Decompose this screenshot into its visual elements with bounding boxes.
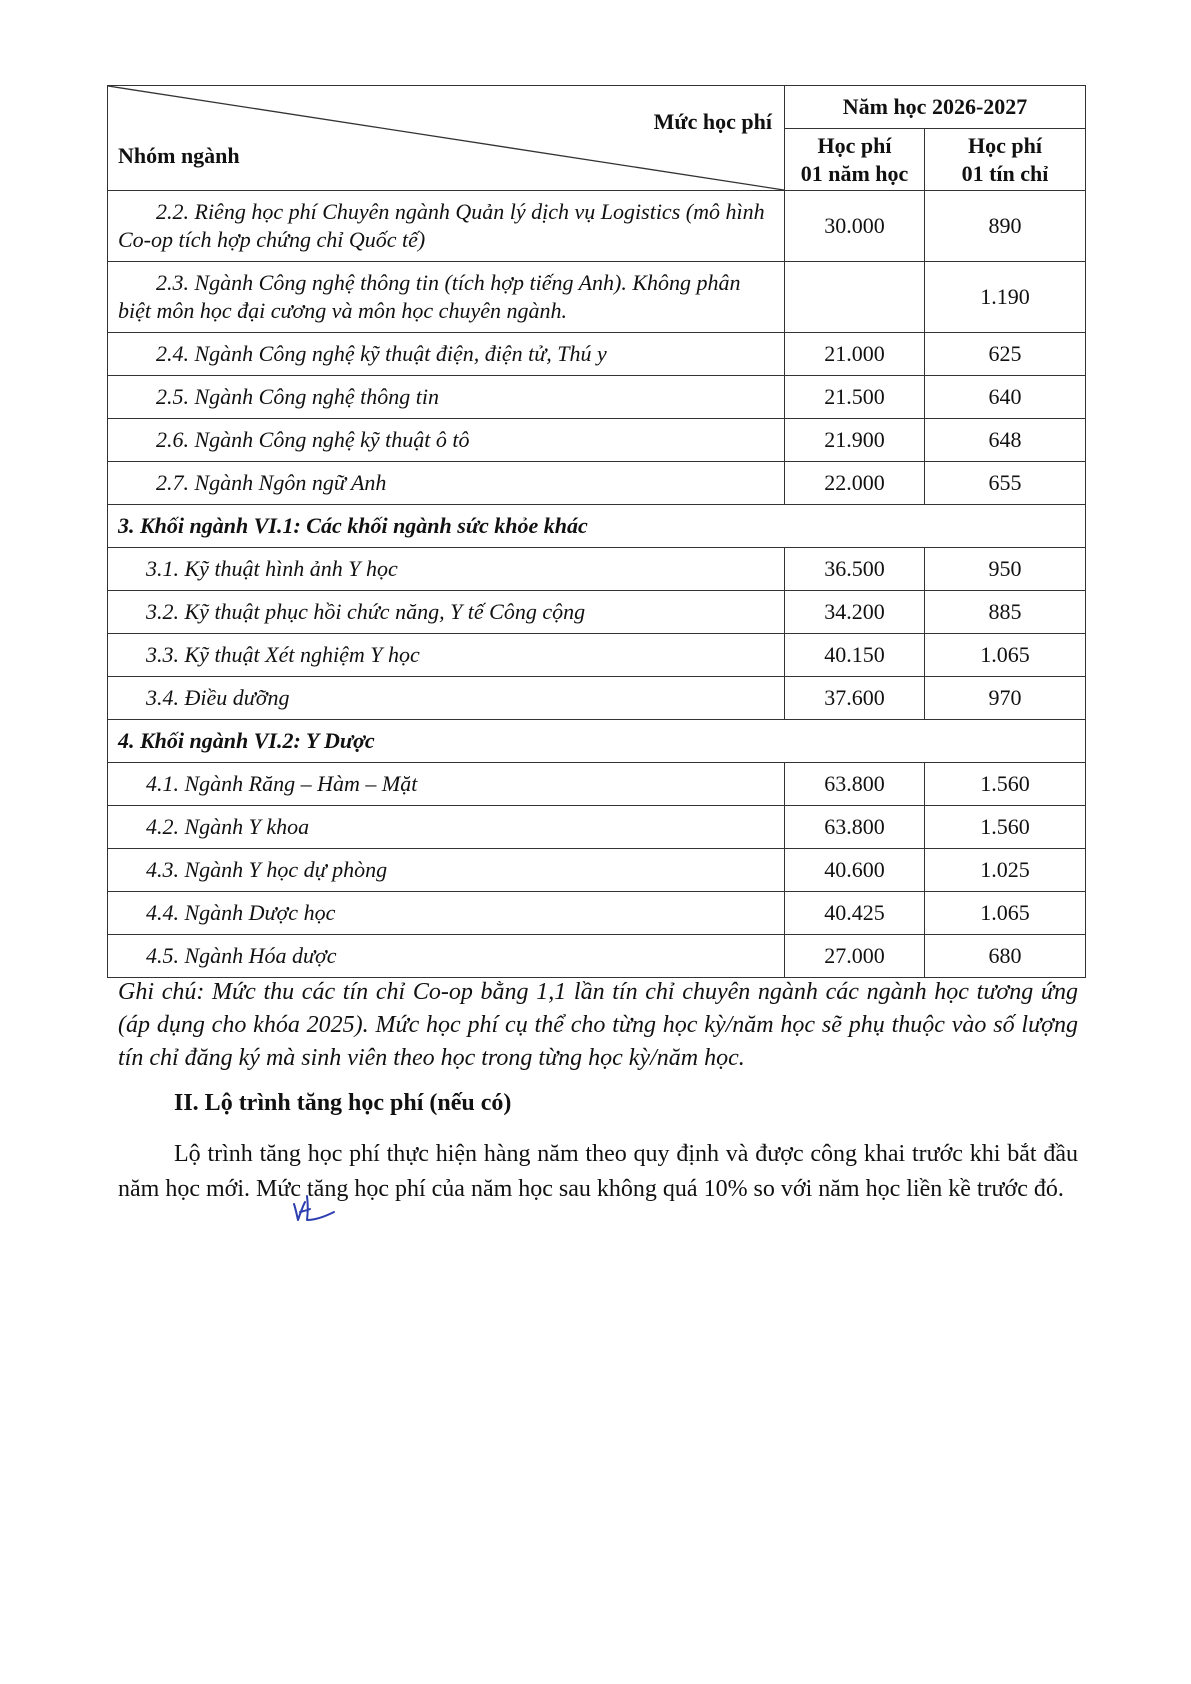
major-name: 4.3. Ngành Y học dự phòng (108, 849, 785, 892)
major-group-label: Nhóm ngành (118, 143, 240, 168)
year-fee: 34.200 (785, 591, 925, 634)
year-fee: 21.500 (785, 376, 925, 419)
credit-fee: 655 (925, 462, 1086, 505)
table-header-row (108, 86, 1086, 129)
year-fee (785, 262, 925, 333)
year-fee: 21.000 (785, 333, 925, 376)
year-fee-header-line1: Học phí (817, 132, 892, 158)
table-row (108, 376, 1086, 419)
table-row (108, 849, 1086, 892)
credit-fee: 890 (925, 191, 1086, 262)
major-name: 2.3. Ngành Công nghệ thông tin (tích hợp tiếng Anh). Không phân biệt môn học đại cương và môn học chuyên ngành. (108, 262, 785, 333)
major-name: 2.7. Ngành Ngôn ngữ Anh (108, 462, 785, 505)
credit-fee: 1.190 (925, 262, 1086, 333)
table-row (108, 677, 1086, 720)
section-title: II. Lộ trình tăng học phí (nếu có) (174, 1090, 512, 1116)
table-row (108, 892, 1086, 935)
major-name: 2.5. Ngành Công nghệ thông tin (108, 376, 785, 419)
credit-fee: 950 (925, 548, 1086, 591)
year-fee: 63.800 (785, 763, 925, 806)
handwritten-initial-signature (288, 1190, 342, 1230)
academic-year-header: Năm học 2026-2027 (785, 86, 1086, 129)
major-name: 4.1. Ngành Răng – Hàm – Mặt (108, 763, 785, 806)
table-row (108, 419, 1086, 462)
credit-fee: 1.560 (925, 763, 1086, 806)
major-name: 4.5. Ngành Hóa dược (108, 935, 785, 978)
year-fee: 40.150 (785, 634, 925, 677)
year-fee: 40.600 (785, 849, 925, 892)
year-fee: 37.600 (785, 677, 925, 720)
group-header-row (108, 720, 1086, 763)
credit-fee: 970 (925, 677, 1086, 720)
major-name: 2.4. Ngành Công nghệ kỹ thuật điện, điện tử, Thú y (108, 333, 785, 376)
table-row (108, 763, 1086, 806)
diagonal-header-cell (108, 86, 785, 191)
table-row (108, 333, 1086, 376)
major-name: 3.2. Kỹ thuật phục hồi chức năng, Y tế Công cộng (108, 591, 785, 634)
body-paragraph: Lộ trình tăng học phí thực hiện hàng năm theo quy định và được công khai trước khi bắt đầu năm học mới. Mức tăng học phí của năm học sau không quá 10% so với năm học liền kề trước đó. (118, 1141, 1078, 1202)
table-row (108, 634, 1086, 677)
group-header-row (108, 505, 1086, 548)
credit-fee-header-line2: 01 tín chỉ (961, 160, 1049, 186)
credit-fee: 640 (925, 376, 1086, 419)
fee-level-label: Mức học phí (653, 109, 772, 134)
diagonal-divider (108, 86, 784, 190)
table-row (108, 935, 1086, 978)
major-name: 3.4. Điều dưỡng (108, 677, 785, 720)
credit-fee: 1.560 (925, 806, 1086, 849)
year-fee: 63.800 (785, 806, 925, 849)
credit-fee: 1.025 (925, 849, 1086, 892)
credit-fee: 680 (925, 935, 1086, 978)
year-fee: 30.000 (785, 191, 925, 262)
credit-fee-header-line1: Học phí (968, 132, 1042, 158)
table-row (108, 462, 1086, 505)
year-fee: 27.000 (785, 935, 925, 978)
year-fee-header (785, 129, 925, 191)
credit-fee-header (925, 129, 1086, 191)
table-row (108, 262, 1086, 333)
major-name: 4.4. Ngành Dược học (108, 892, 785, 935)
table-note: Ghi chú: Mức thu các tín chỉ Co-op bằng 1,1 lần tín chỉ chuyên ngành các ngành học tương ứng (áp dụng cho khóa 2025). Mức học phí cụ thể cho từng học kỳ/năm học sẽ phụ thuộc vào số lượng tín chỉ đăng ký mà sinh viên theo học trong từng học kỳ/năm học. (118, 979, 1078, 1071)
year-fee-header-line2: 01 năm học (800, 160, 909, 186)
tuition-fee-table (107, 85, 1086, 978)
credit-fee: 1.065 (925, 634, 1086, 677)
group-title: 3. Khối ngành VI.1: Các khối ngành sức khỏe khác (108, 505, 1086, 548)
major-name: 3.3. Kỹ thuật Xét nghiệm Y học (108, 634, 785, 677)
credit-fee: 625 (925, 333, 1086, 376)
table-row (108, 191, 1086, 262)
major-name: 3.1. Kỹ thuật hình ảnh Y học (108, 548, 785, 591)
major-name: 4.2. Ngành Y khoa (108, 806, 785, 849)
major-name: 2.2. Riêng học phí Chuyên ngành Quản lý dịch vụ Logistics (mô hình Co-op tích hợp chứng chỉ Quốc tế) (108, 191, 785, 262)
year-fee: 36.500 (785, 548, 925, 591)
year-fee: 22.000 (785, 462, 925, 505)
table-row (108, 806, 1086, 849)
year-fee: 21.900 (785, 419, 925, 462)
credit-fee: 885 (925, 591, 1086, 634)
credit-fee: 1.065 (925, 892, 1086, 935)
table-row (108, 548, 1086, 591)
table-row (108, 591, 1086, 634)
year-fee: 40.425 (785, 892, 925, 935)
credit-fee: 648 (925, 419, 1086, 462)
group-title: 4. Khối ngành VI.2: Y Dược (108, 720, 1086, 763)
major-name: 2.6. Ngành Công nghệ kỹ thuật ô tô (108, 419, 785, 462)
